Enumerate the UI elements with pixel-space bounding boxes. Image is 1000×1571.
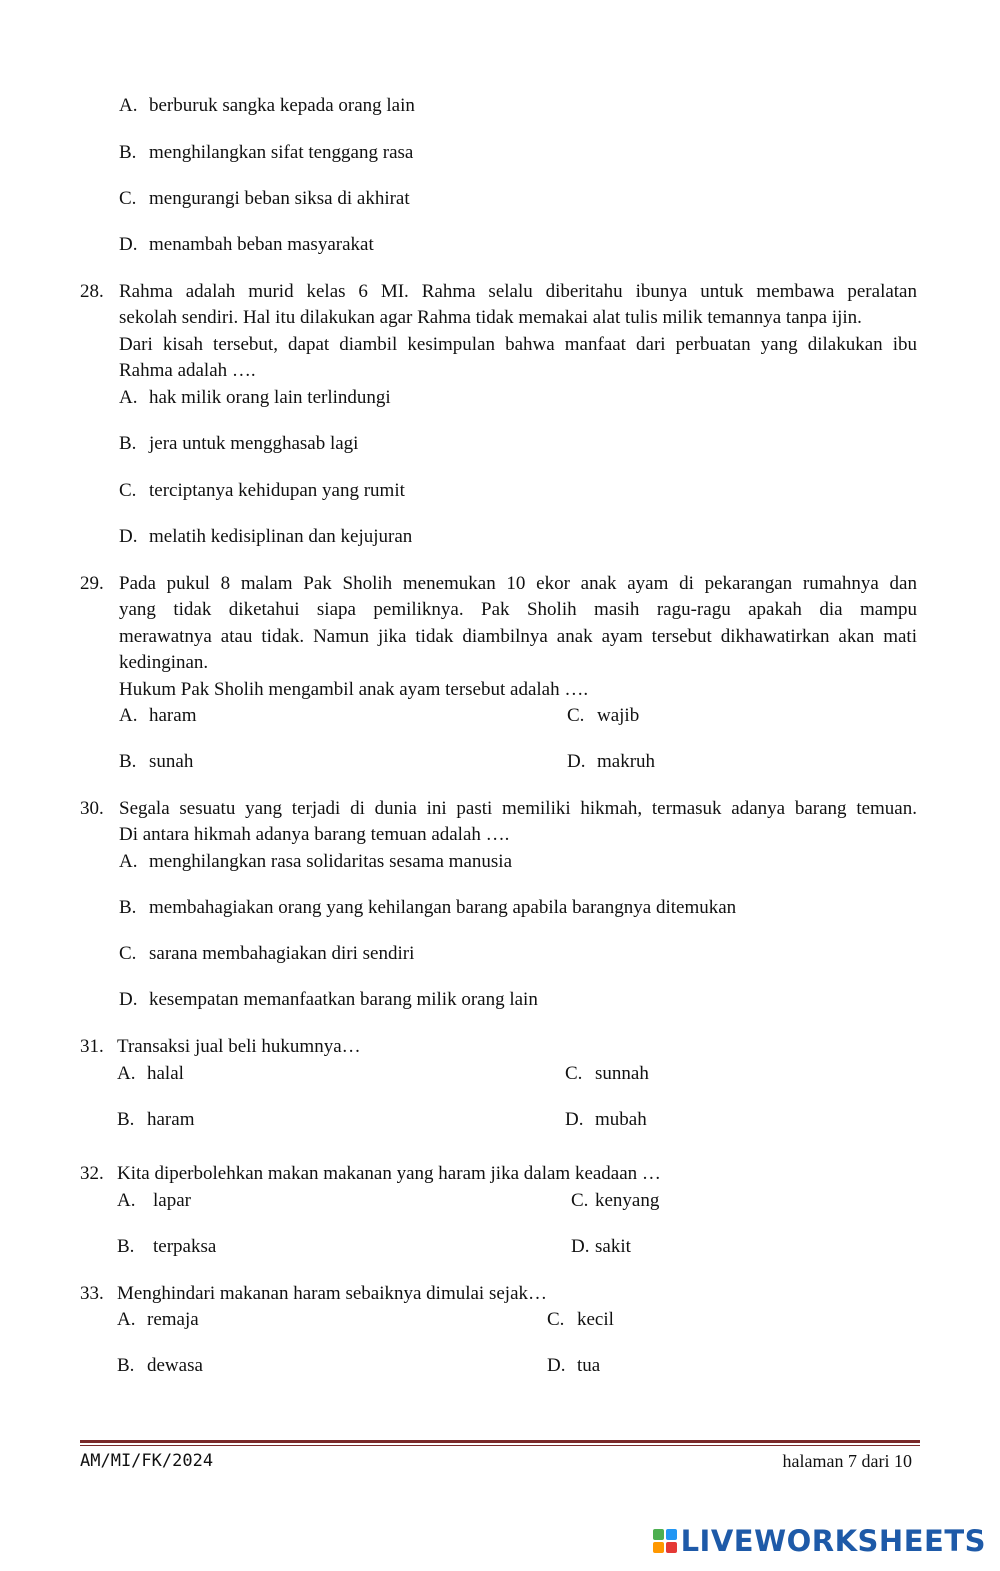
logo-square: [653, 1542, 664, 1553]
option-text: sunnah: [595, 1063, 649, 1084]
option-letter: C.: [119, 480, 137, 501]
option-letter: D.: [119, 989, 138, 1010]
option-letter: D.: [565, 1109, 584, 1130]
option-letter: D.: [119, 526, 138, 547]
option-letter: A.: [119, 851, 138, 872]
question-line: merawatnya atau tidak. Namun jika tidak diambilnya anak ayam tersebut dikhawatirkan akan mati: [119, 625, 917, 647]
option-text: mengurangi beban siksa di akhirat: [149, 188, 410, 209]
prev-option-b[interactable]: [119, 140, 413, 166]
footer-divider: [80, 1440, 920, 1443]
q29-option-d[interactable]: [567, 749, 655, 775]
question-32-text: Kita diperbolehkan makan makanan yang haram jika dalam keadaan …: [117, 1163, 661, 1184]
option-letter: C.: [547, 1309, 565, 1330]
q30-option-c[interactable]: [119, 941, 414, 967]
option-letter: B.: [119, 142, 137, 163]
question-line: Rahma adalah ….: [119, 360, 256, 382]
option-letter: A.: [119, 95, 138, 116]
option-text: kenyang: [595, 1190, 660, 1211]
question-line: yang tidak diketahui siapa pemiliknya. Pak Sholih masih ragu-ragu apakah dia mampu: [119, 599, 917, 621]
option-text: kesempatan memanfaatkan barang milik orang lain: [149, 989, 538, 1010]
question-31-text: Transaksi jual beli hukumnya…: [117, 1036, 361, 1057]
option-text: mubah: [595, 1109, 647, 1130]
option-letter: C.: [119, 188, 137, 209]
q31-option-b[interactable]: [117, 1107, 194, 1133]
option-text: terpaksa: [153, 1236, 217, 1257]
question-number: 30.: [80, 798, 104, 819]
option-text: tua: [577, 1355, 601, 1376]
question-line: sekolah sendiri. Hal itu dilakukan agar Rahma tidak memakai alat tulis milik temannya tanpa ijin.: [119, 307, 862, 329]
option-text: haram: [147, 1109, 195, 1130]
question-number: 31.: [80, 1036, 104, 1057]
option-text: menghilangkan sifat tenggang rasa: [149, 142, 414, 163]
option-letter: B.: [119, 433, 137, 454]
liveworksheets-brand[interactable]: [653, 1524, 986, 1558]
q28-option-c[interactable]: [119, 478, 405, 504]
question-line: Di antara hikmah adanya barang temuan adalah ….: [119, 824, 510, 846]
q31-option-a[interactable]: [117, 1061, 184, 1087]
option-text: membahagiakan orang yang kehilangan barang apabila barangnya ditemukan: [149, 897, 737, 918]
q29-option-c[interactable]: [567, 703, 639, 729]
option-text: makruh: [597, 751, 656, 772]
option-text: sakit: [595, 1236, 631, 1257]
option-letter: B.: [117, 1355, 135, 1376]
q29-option-b[interactable]: [119, 749, 193, 775]
question-line: Segala sesuatu yang terjadi di dunia ini pasti memiliki hikmah, termasuk adanya barang temuan.: [119, 798, 917, 819]
q33-option-a[interactable]: [117, 1307, 199, 1333]
question-number: 32.: [80, 1163, 104, 1184]
option-text: sunah: [149, 751, 194, 772]
prev-option-a[interactable]: [119, 93, 415, 119]
question-number: 28.: [80, 281, 104, 302]
option-letter: D.: [571, 1236, 590, 1257]
logo-square: [653, 1529, 664, 1540]
page-number: halaman 7 dari 10: [782, 1451, 912, 1471]
option-letter: D.: [567, 751, 586, 772]
q30-option-d[interactable]: [119, 987, 538, 1013]
question-29-text: [119, 571, 917, 703]
option-letter: C.: [571, 1190, 589, 1211]
q30-option-b[interactable]: [119, 895, 736, 921]
prev-option-c[interactable]: [119, 186, 410, 212]
option-text: halal: [147, 1063, 184, 1084]
option-text: dewasa: [147, 1355, 203, 1376]
option-text: hak milik orang lain terlindungi: [149, 387, 391, 408]
option-letter: D.: [547, 1355, 566, 1376]
option-text: wajib: [597, 705, 640, 726]
option-letter: A.: [117, 1190, 136, 1211]
q31-option-c[interactable]: [565, 1061, 649, 1087]
question-number: 33.: [80, 1283, 104, 1304]
question-33-text: Menghindari makanan haram sebaiknya dimulai sejak…: [117, 1283, 548, 1304]
q28-option-d[interactable]: [119, 524, 412, 550]
option-text: menambah beban masyarakat: [149, 234, 374, 255]
option-text: jera untuk mengghasab lagi: [149, 433, 359, 454]
option-letter: A.: [117, 1309, 136, 1330]
option-letter: B.: [117, 1236, 135, 1257]
liveworksheets-logo-icon: [653, 1529, 677, 1553]
option-letter: B.: [117, 1109, 135, 1130]
option-text: remaja: [147, 1309, 199, 1330]
q33-option-c[interactable]: [547, 1307, 614, 1333]
option-text: melatih kedisiplinan dan kejujuran: [149, 526, 413, 547]
option-text: haram: [149, 705, 197, 726]
logo-square: [666, 1542, 677, 1553]
option-text: lapar: [153, 1190, 191, 1211]
option-text: sarana membahagiakan diri sendiri: [149, 943, 415, 964]
q29-option-a[interactable]: [119, 703, 196, 729]
option-letter: D.: [119, 234, 138, 255]
option-text: terciptanya kehidupan yang rumit: [149, 480, 405, 501]
q28-option-b[interactable]: [119, 431, 358, 457]
q32-option-d[interactable]: [571, 1234, 631, 1260]
q32-option-b[interactable]: [117, 1234, 216, 1260]
q32-option-c[interactable]: [571, 1188, 659, 1214]
q32-option-a[interactable]: [117, 1188, 191, 1214]
option-letter: C.: [567, 705, 585, 726]
option-letter: A.: [119, 387, 138, 408]
question-line: kedinginan.: [119, 652, 209, 674]
option-letter: B.: [119, 897, 137, 918]
question-line: Pada pukul 8 malam Pak Sholih menemukan 10 ekor anak ayam di pekarangan rumahnya dan: [119, 573, 917, 594]
question-line: Rahma adalah murid kelas 6 MI. Rahma selalu diberitahu ibunya untuk membawa peralatan: [119, 281, 917, 302]
option-letter: C.: [565, 1063, 583, 1084]
question-28-text: [119, 279, 917, 385]
option-letter: A.: [119, 705, 138, 726]
footer-divider-thin: [80, 1445, 920, 1446]
q33-option-b[interactable]: [117, 1353, 203, 1379]
q31-option-d[interactable]: [565, 1107, 647, 1133]
question-line: Dari kisah tersebut, dapat diambil kesimpulan bahwa manfaat dari perbuatan yang dilakukan ibu: [119, 333, 917, 355]
q30-option-a[interactable]: [119, 849, 512, 875]
option-letter: B.: [119, 751, 137, 772]
question-number: 29.: [80, 573, 104, 594]
q28-option-a[interactable]: [119, 385, 391, 411]
q33-option-d[interactable]: [547, 1353, 600, 1379]
option-text: kecil: [577, 1309, 614, 1330]
logo-square: [666, 1529, 677, 1540]
prev-option-d[interactable]: [119, 232, 374, 258]
question-line: Hukum Pak Sholih mengambil anak ayam tersebut adalah ….: [119, 678, 589, 700]
brand-name: LIVEWORKSHEETS: [680, 1524, 986, 1558]
option-letter: A.: [117, 1063, 136, 1084]
question-30-text: [119, 796, 917, 849]
option-text: berburuk sangka kepada orang lain: [149, 95, 415, 116]
option-text: menghilangkan rasa solidaritas sesama manusia: [149, 851, 513, 872]
document-code: AM/MI/FK/2024: [80, 1451, 214, 1471]
option-letter: C.: [119, 943, 137, 964]
